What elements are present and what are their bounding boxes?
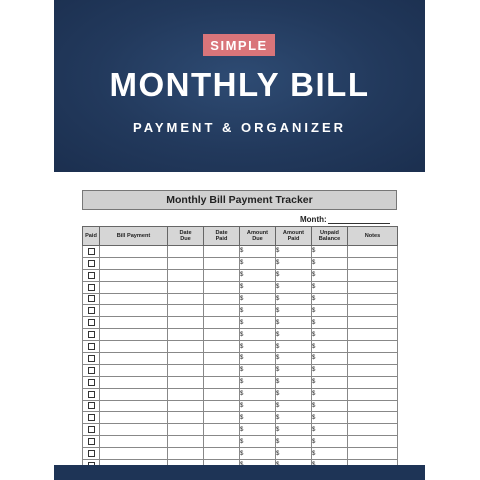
bill-payment-cell [100, 341, 168, 353]
date-due-cell [168, 436, 204, 448]
table-row [83, 305, 398, 317]
amount-paid-cell [276, 376, 312, 388]
date-due-cell [168, 317, 204, 329]
date-paid-cell [204, 424, 240, 436]
date-paid-cell [204, 436, 240, 448]
amount-paid-cell [276, 257, 312, 269]
bill-payment-cell [100, 329, 168, 341]
currency-symbol: $ [276, 391, 280, 398]
amount-due-cell [240, 376, 276, 388]
amount-due-cell [240, 281, 276, 293]
currency-symbol: $ [276, 307, 280, 314]
notes-cell [348, 436, 398, 448]
currency-symbol: $ [276, 331, 280, 338]
currency-symbol: $ [276, 379, 280, 386]
currency-symbol: $ [312, 331, 316, 338]
amount-due-cell [240, 269, 276, 281]
currency-symbol: $ [240, 296, 244, 302]
checkbox-empty-icon[interactable] [88, 355, 95, 362]
table-body [83, 246, 398, 472]
cover-subtitle: PAYMENT & ORGANIZER [132, 120, 346, 135]
table-row [83, 341, 398, 353]
currency-symbol: $ [276, 272, 280, 279]
date-due-cell [168, 305, 204, 317]
checkbox-empty-icon[interactable] [88, 343, 95, 350]
currency-symbol: $ [312, 248, 316, 255]
unpaid-balance-cell [312, 329, 348, 341]
notes-cell [348, 269, 398, 281]
currency-symbol: $ [240, 355, 244, 362]
currency-symbol: $ [312, 450, 316, 457]
unpaid-balance-cell [312, 269, 348, 281]
date-due-cell [168, 246, 204, 258]
table-row [83, 424, 398, 436]
notes-cell [348, 257, 398, 269]
notes-cell [348, 388, 398, 400]
unpaid-balance-cell [312, 412, 348, 424]
amount-due-cell [240, 448, 276, 460]
checkbox-empty-icon[interactable] [88, 260, 95, 267]
cover-footer-bar [54, 465, 425, 480]
date-paid-cell [204, 341, 240, 353]
amount-due-cell [240, 341, 276, 353]
book-cover [54, 0, 425, 480]
date-due-cell [168, 412, 204, 424]
bill-payment-cell [100, 412, 168, 424]
notes-cell [348, 281, 398, 293]
paid-cell [83, 246, 100, 258]
col-header-amount-paid: Amount Paid [276, 227, 312, 246]
currency-symbol: $ [276, 367, 280, 374]
table-row [83, 269, 398, 281]
notes-cell [348, 424, 398, 436]
unpaid-balance-cell [312, 436, 348, 448]
date-paid-cell [204, 257, 240, 269]
date-paid-cell [204, 317, 240, 329]
month-field [300, 214, 390, 224]
date-due-cell [168, 281, 204, 293]
date-due-cell [168, 329, 204, 341]
date-due-cell [168, 388, 204, 400]
month-blank-line [328, 214, 390, 224]
amount-paid-cell [276, 341, 312, 353]
amount-due-cell [240, 400, 276, 412]
paid-cell [83, 364, 100, 376]
currency-symbol: $ [312, 272, 316, 279]
currency-symbol: $ [276, 414, 280, 421]
table-row [83, 376, 398, 388]
amount-paid-cell [276, 329, 312, 341]
amount-paid-cell [276, 436, 312, 448]
amount-due-cell [240, 424, 276, 436]
currency-symbol: $ [276, 248, 280, 255]
amount-paid-cell [276, 364, 312, 376]
bill-payment-cell [100, 305, 168, 317]
paid-cell [83, 424, 100, 436]
date-due-cell [168, 424, 204, 436]
currency-symbol: $ [276, 260, 280, 267]
date-paid-cell [204, 400, 240, 412]
amount-paid-cell [276, 424, 312, 436]
unpaid-balance-cell [312, 448, 348, 460]
amount-paid-cell [276, 400, 312, 412]
currency-symbol: $ [312, 367, 316, 374]
date-due-cell [168, 376, 204, 388]
paid-cell [83, 353, 100, 365]
unpaid-balance-cell [312, 341, 348, 353]
currency-symbol: $ [276, 319, 280, 326]
amount-due-cell [240, 317, 276, 329]
table-row [83, 329, 398, 341]
notes-cell [348, 364, 398, 376]
currency-symbol: $ [312, 414, 316, 421]
paid-cell [83, 448, 100, 460]
unpaid-balance-cell [312, 317, 348, 329]
checkbox-empty-icon[interactable] [88, 414, 95, 421]
unpaid-balance-cell [312, 281, 348, 293]
currency-symbol: $ [240, 248, 244, 255]
checkbox-empty-icon[interactable] [88, 379, 95, 386]
table-row [83, 448, 398, 460]
table-row [83, 364, 398, 376]
currency-symbol: $ [276, 284, 280, 291]
notes-cell [348, 376, 398, 388]
checkbox-empty-icon[interactable] [88, 438, 95, 445]
bill-payment-cell [100, 293, 168, 305]
date-paid-cell [204, 281, 240, 293]
notes-cell [348, 246, 398, 258]
currency-symbol: $ [312, 296, 316, 302]
paid-cell [83, 436, 100, 448]
amount-paid-cell [276, 293, 312, 305]
checkbox-empty-icon[interactable] [88, 295, 95, 302]
date-paid-cell [204, 364, 240, 376]
currency-symbol: $ [240, 450, 244, 457]
checkbox-empty-icon[interactable] [88, 391, 95, 398]
amount-paid-cell [276, 281, 312, 293]
currency-symbol: $ [276, 438, 280, 445]
currency-symbol: $ [312, 284, 316, 291]
paid-cell [83, 388, 100, 400]
col-header-unpaid-balance: Unpaid Balance [312, 227, 348, 246]
notes-cell [348, 305, 398, 317]
unpaid-balance-cell [312, 388, 348, 400]
bill-payment-cell [100, 281, 168, 293]
date-paid-cell [204, 353, 240, 365]
col-header-bill-payment: Bill Payment [100, 227, 168, 246]
currency-symbol: $ [312, 426, 316, 433]
currency-symbol: $ [240, 426, 244, 433]
date-due-cell [168, 257, 204, 269]
checkbox-empty-icon[interactable] [88, 284, 95, 291]
amount-paid-cell [276, 269, 312, 281]
month-label: Month: [300, 215, 327, 224]
col-header-date-paid: Date Paid [204, 227, 240, 246]
paid-cell [83, 269, 100, 281]
date-due-cell [168, 448, 204, 460]
checkbox-empty-icon[interactable] [88, 272, 95, 279]
bill-tracker-table [82, 226, 398, 472]
currency-symbol: $ [312, 403, 316, 410]
checkbox-empty-icon[interactable] [88, 426, 95, 433]
amount-paid-cell [276, 448, 312, 460]
table-row [83, 257, 398, 269]
date-due-cell [168, 293, 204, 305]
paid-cell [83, 341, 100, 353]
table-row [83, 353, 398, 365]
currency-symbol: $ [312, 355, 316, 362]
currency-symbol: $ [312, 391, 316, 398]
date-due-cell [168, 364, 204, 376]
paid-cell [83, 305, 100, 317]
date-due-cell [168, 400, 204, 412]
col-header-amount-due: Amount Due [240, 227, 276, 246]
col-header-paid: Paid [83, 227, 100, 246]
notes-cell [348, 317, 398, 329]
checkbox-empty-icon[interactable] [88, 331, 95, 338]
col-header-date-due: Date Due [168, 227, 204, 246]
bill-payment-cell [100, 388, 168, 400]
amount-due-cell [240, 329, 276, 341]
currency-symbol: $ [240, 272, 244, 279]
tracker-title: Monthly Bill Payment Tracker [82, 190, 397, 210]
bill-payment-cell [100, 257, 168, 269]
bill-payment-cell [100, 436, 168, 448]
unpaid-balance-cell [312, 353, 348, 365]
checkbox-empty-icon[interactable] [88, 402, 95, 409]
checkbox-empty-icon[interactable] [88, 367, 95, 374]
bill-payment-cell [100, 424, 168, 436]
bill-payment-cell [100, 246, 168, 258]
currency-symbol: $ [312, 260, 316, 267]
amount-due-cell [240, 412, 276, 424]
amount-due-cell [240, 353, 276, 365]
currency-symbol: $ [312, 379, 316, 386]
currency-symbol: $ [240, 438, 244, 445]
table-row [83, 388, 398, 400]
amount-paid-cell [276, 305, 312, 317]
currency-symbol: $ [312, 343, 316, 350]
date-due-cell [168, 353, 204, 365]
currency-symbol: $ [276, 403, 280, 410]
unpaid-balance-cell [312, 246, 348, 258]
amount-due-cell [240, 436, 276, 448]
simple-badge: SIMPLE [203, 34, 275, 56]
checkbox-empty-icon[interactable] [88, 248, 95, 255]
amount-due-cell [240, 257, 276, 269]
currency-symbol: $ [240, 284, 244, 291]
amount-paid-cell [276, 317, 312, 329]
col-header-notes: Notes [348, 227, 398, 246]
table-row [83, 293, 398, 305]
unpaid-balance-cell [312, 305, 348, 317]
amount-paid-cell [276, 246, 312, 258]
currency-symbol: $ [240, 307, 244, 314]
amount-due-cell [240, 293, 276, 305]
amount-due-cell [240, 246, 276, 258]
date-paid-cell [204, 448, 240, 460]
date-due-cell [168, 341, 204, 353]
table-row [83, 436, 398, 448]
checkbox-empty-icon[interactable] [88, 450, 95, 457]
unpaid-balance-cell [312, 400, 348, 412]
currency-symbol: $ [276, 450, 280, 457]
table-row [83, 317, 398, 329]
date-paid-cell [204, 388, 240, 400]
currency-symbol: $ [312, 307, 316, 314]
currency-symbol: $ [240, 331, 244, 338]
currency-symbol: $ [312, 319, 316, 326]
bill-payment-cell [100, 353, 168, 365]
date-paid-cell [204, 305, 240, 317]
amount-due-cell [240, 305, 276, 317]
table-row [83, 412, 398, 424]
notes-cell [348, 448, 398, 460]
bill-payment-cell [100, 269, 168, 281]
currency-symbol: $ [240, 367, 244, 374]
amount-due-cell [240, 388, 276, 400]
date-paid-cell [204, 329, 240, 341]
paid-cell [83, 257, 100, 269]
cover-header [54, 0, 425, 172]
unpaid-balance-cell [312, 364, 348, 376]
date-paid-cell [204, 376, 240, 388]
date-paid-cell [204, 269, 240, 281]
bill-payment-cell [100, 400, 168, 412]
currency-symbol: $ [240, 319, 244, 326]
amount-paid-cell [276, 412, 312, 424]
notes-cell [348, 412, 398, 424]
currency-symbol: $ [276, 426, 280, 433]
paid-cell [83, 376, 100, 388]
checkbox-empty-icon[interactable] [88, 319, 95, 326]
cover-title: MONTHLY BILL [109, 66, 370, 103]
unpaid-balance-cell [312, 376, 348, 388]
paid-cell [83, 412, 100, 424]
table-row [83, 281, 398, 293]
currency-symbol: $ [240, 391, 244, 398]
currency-symbol: $ [240, 414, 244, 421]
table-header-row [83, 227, 398, 246]
amount-paid-cell [276, 353, 312, 365]
unpaid-balance-cell [312, 424, 348, 436]
paid-cell [83, 317, 100, 329]
currency-symbol: $ [240, 260, 244, 267]
notes-cell [348, 329, 398, 341]
bill-payment-cell [100, 364, 168, 376]
date-paid-cell [204, 293, 240, 305]
currency-symbol: $ [276, 343, 280, 350]
date-paid-cell [204, 246, 240, 258]
currency-symbol: $ [276, 355, 280, 362]
notes-cell [348, 341, 398, 353]
bill-payment-cell [100, 376, 168, 388]
paid-cell [83, 329, 100, 341]
amount-due-cell [240, 364, 276, 376]
currency-symbol: $ [240, 403, 244, 410]
table-row [83, 246, 398, 258]
notes-cell [348, 353, 398, 365]
date-due-cell [168, 269, 204, 281]
unpaid-balance-cell [312, 293, 348, 305]
date-paid-cell [204, 412, 240, 424]
paid-cell [83, 281, 100, 293]
currency-symbol: $ [240, 343, 244, 350]
notes-cell [348, 293, 398, 305]
currency-symbol: $ [312, 438, 316, 445]
unpaid-balance-cell [312, 257, 348, 269]
paid-cell [83, 293, 100, 305]
notes-cell [348, 400, 398, 412]
bill-payment-cell [100, 317, 168, 329]
amount-paid-cell [276, 388, 312, 400]
currency-symbol: $ [276, 296, 280, 302]
paid-cell [83, 400, 100, 412]
checkbox-empty-icon[interactable] [88, 307, 95, 314]
table-row [83, 400, 398, 412]
currency-symbol: $ [240, 379, 244, 386]
bill-payment-cell [100, 448, 168, 460]
